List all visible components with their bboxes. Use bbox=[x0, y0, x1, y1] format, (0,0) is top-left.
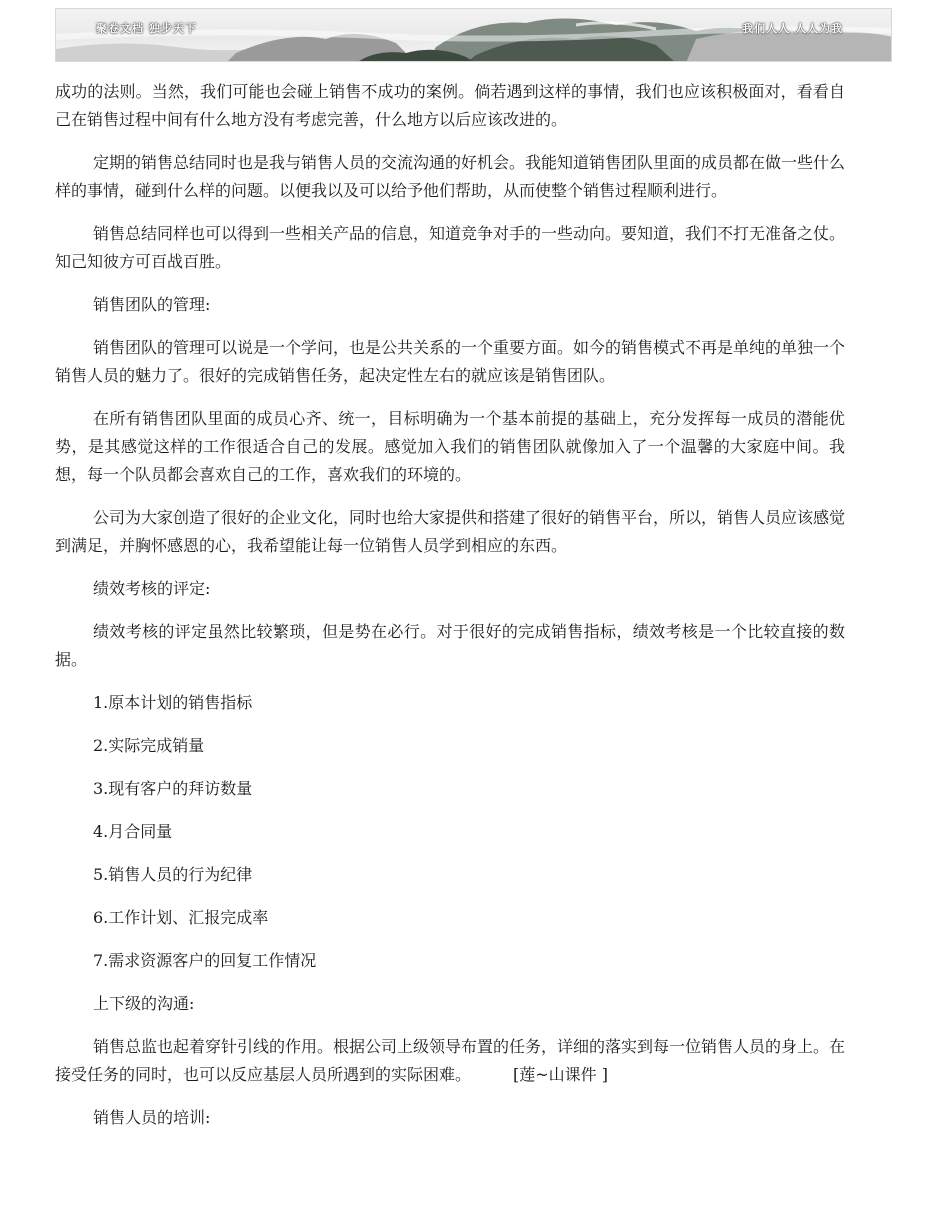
paragraph bbox=[55, 1033, 845, 1089]
section-heading: 销售人员的培训: bbox=[93, 1108, 211, 1127]
banner-right-slogan: 我们人人 人人为我 bbox=[742, 22, 843, 35]
banner-left-slogan: 聚卷文档 独步天下 bbox=[96, 22, 197, 35]
document-body bbox=[55, 78, 845, 1147]
paragraph: 定期的销售总结同时也是我与销售人员的交流沟通的好机会。我能知道销售团队里面的成员都在做一些什么样的事情，碰到什么样的问题。以便我以及可以给予他们帮助，从而使整个销售过程顺利进行。 bbox=[55, 153, 846, 200]
list-item: 6.工作计划、汇报完成率 bbox=[93, 908, 269, 927]
list-item: 7.需求资源客户的回复工作情况 bbox=[93, 951, 317, 970]
source-tag: [莲~山课件 ] bbox=[513, 1065, 608, 1084]
header-banner bbox=[55, 8, 892, 62]
list-item: 3.现有客户的拜访数量 bbox=[93, 779, 253, 798]
list-item: 1.原本计划的销售指标 bbox=[93, 693, 253, 712]
section-heading: 上下级的沟通: bbox=[93, 994, 195, 1013]
list-item: 5.销售人员的行为纪律 bbox=[93, 865, 253, 884]
paragraph: 公司为大家创造了很好的企业文化，同时也给大家提供和搭建了很好的销售平台，所以，销售人员应该感觉到满足，并胸怀感恩的心，我希望能让每一位销售人员学到相应的东西。 bbox=[55, 508, 846, 555]
paragraph: 成功的法则。当然，我们可能也会碰上销售不成功的案例。倘若遇到这样的事情，我们也应该积极面对，看看自己在销售过程中间有什么地方没有考虑完善，什么地方以后应该改进的。 bbox=[55, 82, 845, 129]
section-heading: 绩效考核的评定: bbox=[93, 579, 211, 598]
paragraph-text: 销售总监也起着穿针引线的作用。根据公司上级领导布置的任务，详细的落实到每一位销售人员的身上。在接受任务的同时，也可以反应基层人员所遇到的实际困难。 bbox=[55, 1037, 846, 1084]
paragraph: 在所有销售团队里面的成员心齐、统一，目标明确为一个基本前提的基础上，充分发挥每一成员的潜能优势，是其感觉这样的工作很适合自己的发展。感觉加入我们的销售团队就像加入了一个温馨的大家庭中间。我想，每一个队员都会喜欢自己的工作，喜欢我们的环境的。 bbox=[55, 409, 845, 484]
list-item: 2.实际完成销量 bbox=[93, 736, 205, 755]
paragraph: 绩效考核的评定虽然比较繁琐，但是势在必行。对于很好的完成销售指标，绩效考核是一个比较直接的数据。 bbox=[55, 622, 845, 669]
paragraph: 销售总结同样也可以得到一些相关产品的信息，知道竞争对手的一些动向。要知道，我们不打无准备之仗。知己知彼方可百战百胜。 bbox=[55, 224, 846, 271]
paragraph: 销售团队的管理可以说是一个学问，也是公共关系的一个重要方面。如今的销售模式不再是单纯的单独一个销售人员的魅力了。很好的完成销售任务，起决定性左右的就应该是销售团队。 bbox=[55, 338, 846, 385]
list-item: 4.月合同量 bbox=[93, 822, 173, 841]
section-heading: 销售团队的管理: bbox=[93, 295, 211, 314]
